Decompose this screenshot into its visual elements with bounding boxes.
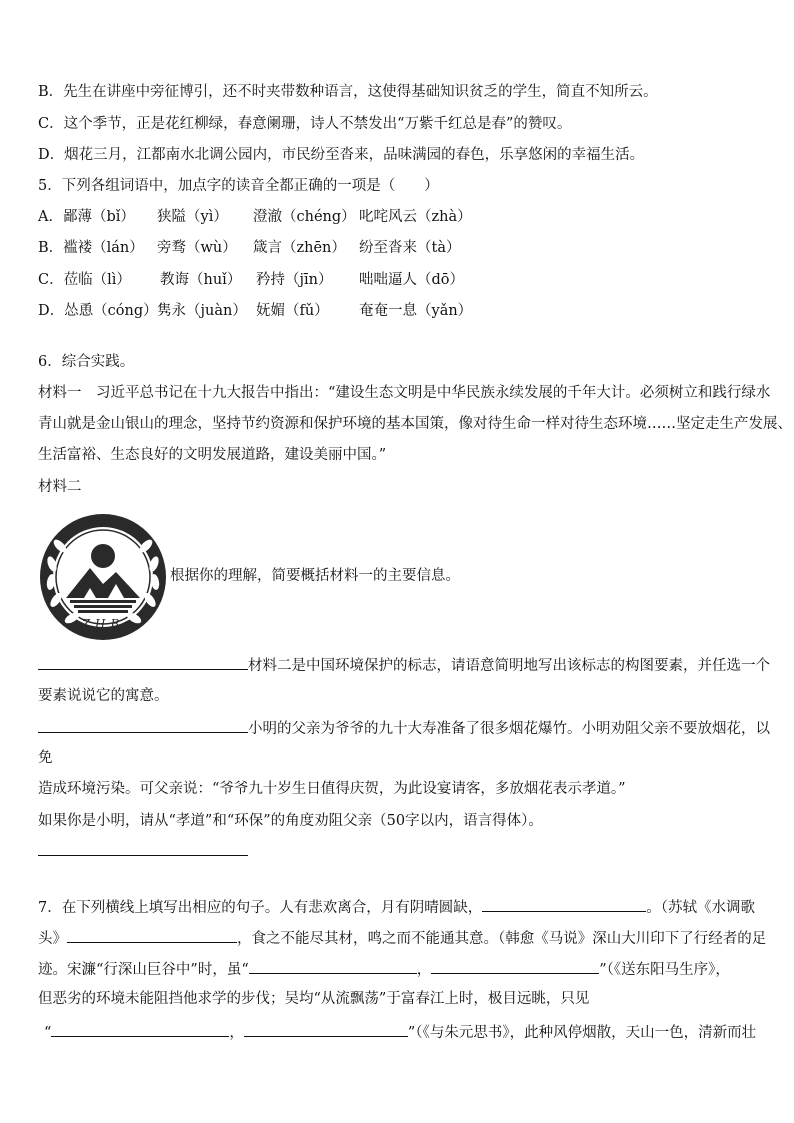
q5-b-3: 箴言（zhēn）: [253, 240, 346, 256]
q4-option-c: C．这个季节，正是花红柳绿，春意阑珊，诗人不禁发出“万紫千红总是春”的赞叹。: [38, 116, 572, 132]
q5-a-3: 澄澈（chéng）: [253, 209, 356, 225]
q7-line3-a: 迹。宋濂“行深山巨谷中”时，虽“: [38, 962, 249, 978]
q7-line5-c: ”（《与朱元思书》，此种风停烟散，天山一色，清新而壮: [407, 1025, 757, 1041]
q7-line5-a: “: [44, 1025, 52, 1041]
answer-blank-1[interactable]: [38, 654, 248, 670]
q6-material1-line2: 青山就是金山银山的理念，坚持节约资源和保护环境的基本国策，像对待生命一样对待生态环境……坚定走生产发展、: [38, 416, 792, 432]
q5-a-2: 狭隘（yì）: [157, 209, 228, 225]
q7-line2-b: ，食之不能尽其材，鸣之而不能通其意。（韩愈《马说》深山大川印下了行经者的足: [237, 931, 767, 947]
q7-line3-c: ”（《送东阳马生序》，: [599, 962, 730, 978]
q6-sub2-line2: 要素说说它的寓意。: [38, 688, 169, 704]
q6-material2-label: 材料二: [38, 479, 82, 495]
answer-blank-6[interactable]: [249, 958, 417, 974]
q7-line5-b: ，: [229, 1025, 244, 1041]
q5-b-2: 旁骛（wù）: [157, 240, 237, 256]
q6-title: 6．综合实践。: [38, 354, 135, 370]
q6-material1-line1: 材料一 习近平总书记在十九大报告中指出：“建设生态文明是中华民族永续发展的千年大计。必须树立和践行绿水: [38, 385, 771, 401]
q6-sub3-line1: 小明的父亲为爷爷的九十大寿准备了很多烟花爆竹。小明劝阻父亲不要放烟花，以: [248, 721, 770, 737]
environmental-protection-logo: [38, 512, 168, 642]
q6-sub2-line1: 材料二是中国环境保护的标志，请语意简明地写出该标志的构图要素，并任选一个: [248, 658, 770, 674]
answer-blank-7[interactable]: [431, 958, 599, 974]
q7-line1-a: 7．在下列横线上填写出相应的句子。人有悲欢离合，月有阴晴圆缺，: [38, 900, 483, 916]
q5-c-1: C．莅临（lì）: [38, 272, 131, 288]
q6-sub3-line2: 免: [38, 750, 53, 766]
q7-line4: 但恶劣的环境未能阻挡他求学的步伐；吴均“从流飘荡”于富春江上时，极目远眺，只见: [38, 991, 590, 1007]
q5-c-4: 咄咄逼人（dō）: [359, 272, 465, 288]
q6-sub1: 根据你的理解，简要概括材料一的主要信息。: [170, 568, 460, 584]
answer-blank-4[interactable]: [482, 896, 646, 912]
q5-stem: 5．下列各组词语中，加点字的读音全都正确的一项是（ ）: [38, 178, 439, 194]
q7-line2-a: 头》: [38, 931, 67, 947]
q4-option-b: B．先生在讲座中旁征博引，还不时夹带数种语言，这使得基础知识贫乏的学生，简直不知所云。: [38, 84, 658, 100]
q5-a-4: 叱咤风云（zhà）: [359, 209, 472, 225]
q4-option-d: D．烟花三月，江都南水北调公园内，市民纷至沓来，品味满园的春色，乐享悠闲的幸福生活。: [38, 147, 645, 163]
q5-a-1: A．鄙薄（bǐ）: [38, 209, 135, 225]
answer-blank-2[interactable]: [38, 717, 248, 733]
q6-sub3-line3: 造成环境污染。可父亲说：“爷爷九十岁生日值得庆贺，为此设宴请客，多放烟花表示孝道。”: [38, 781, 626, 797]
q5-c-3: 矜持（jīn）: [256, 272, 333, 288]
q5-d-3: 妩媚（fǔ）: [256, 303, 329, 319]
answer-blank-3[interactable]: [38, 840, 248, 856]
q5-d-1: D．怂恿（cóng）: [38, 303, 158, 319]
q5-d-4: 奄奄一息（yǎn）: [359, 303, 473, 319]
answer-blank-8[interactable]: [51, 1021, 229, 1037]
answer-blank-9[interactable]: [244, 1021, 408, 1037]
q7-line1-b: 。（苏轼《水调歌: [646, 900, 755, 916]
q5-b-4: 纷至沓来（tà）: [359, 240, 461, 256]
q5-d-2: 隽永（juàn）: [157, 303, 247, 319]
q6-material1-line3: 生活富裕、生态良好的文明发展道路，建设美丽中国。”: [38, 447, 387, 463]
q5-c-2: 教诲（huǐ）: [160, 272, 242, 288]
q7-line3-b: ，: [416, 962, 432, 978]
q5-b-1: B．褴褛（lán）: [38, 240, 144, 256]
logo-letters: ZHB: [81, 617, 125, 631]
answer-blank-5[interactable]: [67, 927, 237, 943]
q6-sub3-line4: 如果你是小明，请从“孝道”和“环保”的角度劝阻父亲（50字以内，语言得体）。: [38, 813, 543, 829]
